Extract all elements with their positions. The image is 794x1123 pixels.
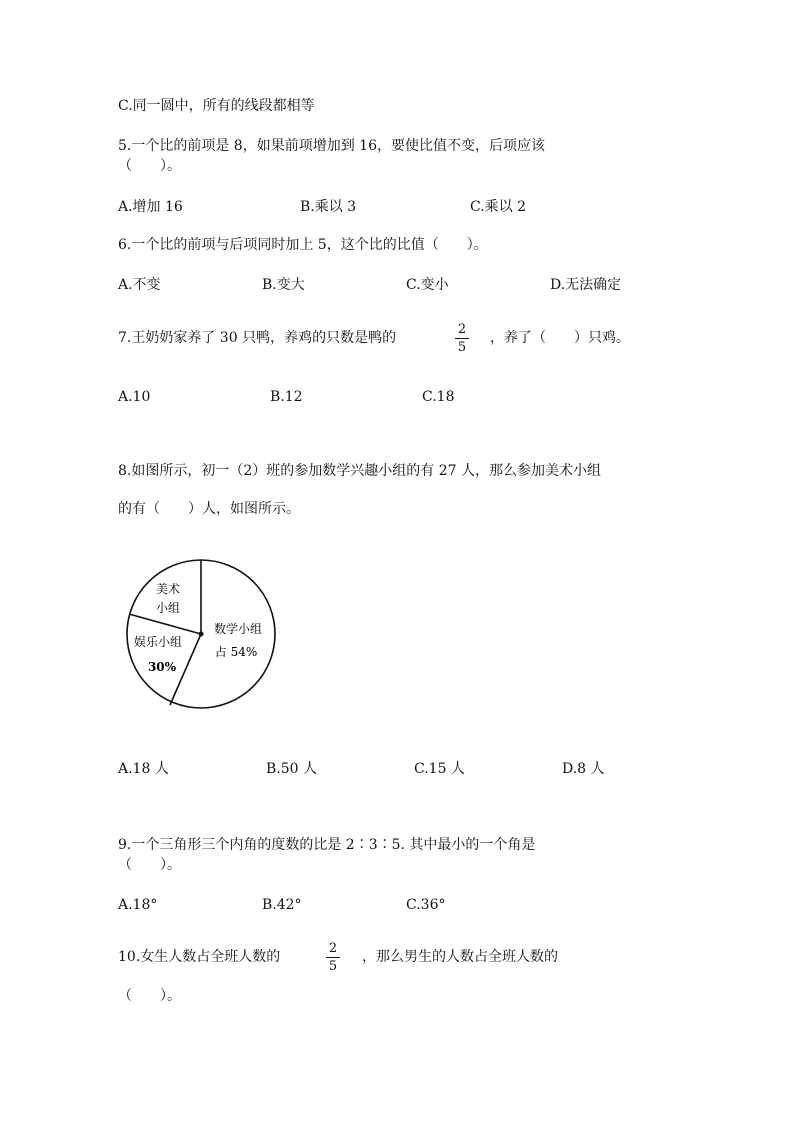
question-4-option-c: C.同一圆中，所有的线段都相等 [118, 98, 315, 114]
pie-label-yule-1: 娱乐小组 [133, 635, 183, 649]
question-10-blank: （ ）。 [118, 988, 181, 1004]
question-6-option-c: C.变小 [406, 277, 449, 293]
pie-label-yule-pct: 30% [147, 660, 177, 674]
question-8-option-b: B.50 人 [266, 761, 318, 777]
question-10-text-after: ，那么男生的人数占全班人数的 [362, 949, 558, 965]
question-9-option-b: B.42° [262, 897, 302, 913]
fraction-numerator: 2 [457, 322, 467, 337]
pie-label-shuxue-2: 占 54% [214, 645, 258, 659]
question-7-option-b: B.12 [270, 389, 303, 405]
fraction-denominator: 5 [328, 959, 338, 974]
fraction-numerator: 2 [328, 941, 338, 956]
question-5-blank: （ ）。 [118, 158, 181, 174]
question-8-blank: 的有（ ）人，如图所示。 [118, 501, 300, 517]
pie-label-shuxue-1: 数学小组 [213, 622, 263, 636]
pie-chart [112, 546, 292, 726]
question-8-option-d: D.8 人 [562, 761, 605, 777]
question-5-option-b: B.乘以 3 [300, 199, 357, 215]
question-7-fraction [455, 323, 469, 354]
pie-center-dot [199, 632, 204, 637]
question-9-text: 9.一个三角形三个内角的度数的比是 2∶3∶5. 其中最小的一个角是 [118, 837, 536, 853]
question-10-fraction [326, 942, 340, 973]
question-7-option-a: A.10 [118, 389, 151, 405]
question-7-text-before: 7.王奶奶家养了 30 只鸭，养鸡的只数是鸭的 [118, 330, 397, 346]
question-5-text: 5.一个比的前项是 8，如果前项增加到 16，要使比值不变，后项应该 [118, 138, 545, 154]
pie-label-meishu-1: 美术 [155, 582, 181, 596]
question-5-option-a: A.增加 16 [118, 199, 183, 215]
question-10-text-before: 10.女生人数占全班人数的 [118, 949, 281, 965]
question-7-text-after: ，养了（ ）只鸡。 [490, 330, 630, 346]
question-6-option-b: B.变大 [262, 277, 305, 293]
question-5-option-c: C.乘以 2 [470, 199, 527, 215]
question-9-option-c: C.36° [406, 897, 446, 913]
question-9-option-a: A.18° [118, 897, 158, 913]
question-9-blank: （ ）。 [118, 857, 181, 873]
question-7-option-c: C.18 [422, 389, 455, 405]
question-8-text: 8.如图所示，初一（2）班的参加数学兴趣小组的有 27 人，那么参加美术小组 [118, 463, 601, 479]
pie-label-meishu-2: 小组 [155, 601, 181, 615]
question-8-option-c: C.15 人 [414, 761, 465, 777]
question-8-option-a: A.18 人 [118, 761, 169, 777]
fraction-bar [326, 957, 340, 958]
question-6-option-d: D.无法确定 [550, 277, 622, 293]
fraction-bar [455, 338, 469, 339]
question-6-option-a: A.不变 [118, 277, 161, 293]
question-6-text: 6.一个比的前项与后项同时加上 5，这个比的比值（ ）。 [118, 237, 488, 253]
fraction-denominator: 5 [457, 340, 467, 355]
